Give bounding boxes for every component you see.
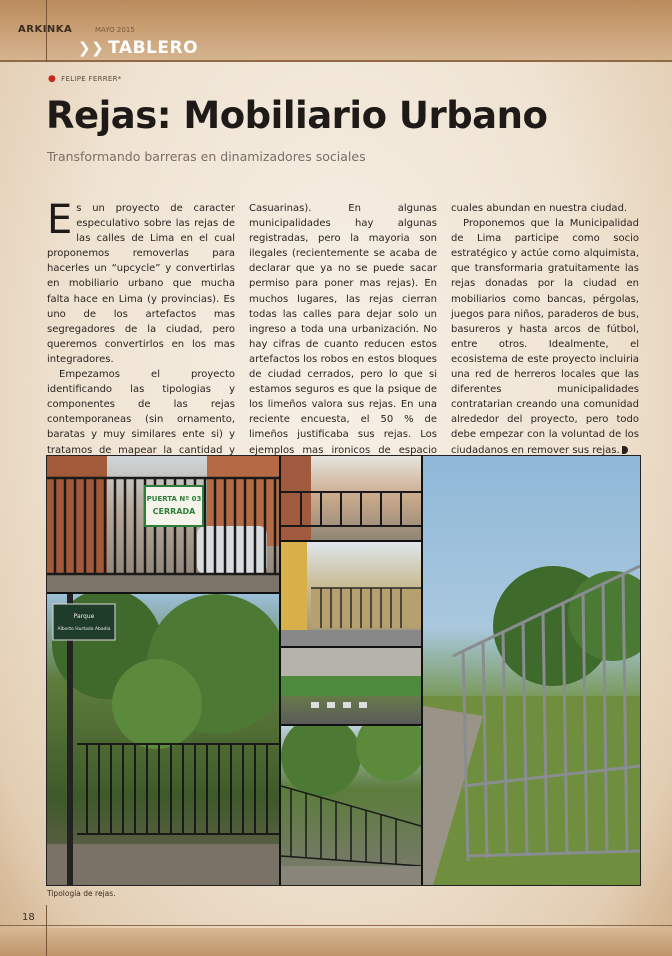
issue-label: MAYO 2015: [95, 26, 135, 34]
footer-band: [0, 928, 672, 956]
park-gate-illustration: [47, 594, 279, 885]
author-byline: [48, 74, 122, 84]
drop-cap: E: [47, 197, 73, 243]
end-mark-icon: [622, 446, 628, 454]
double-chevron-icon: ❯❯: [78, 39, 105, 57]
column-2: [249, 201, 437, 488]
photo-sidewalk-fence: [281, 726, 421, 885]
bullet-icon: ●: [48, 74, 57, 84]
column-1: [47, 197, 235, 488]
header-rule: [0, 60, 672, 62]
photo-park-gate: [47, 594, 279, 885]
paragraph: [47, 197, 235, 367]
footer-vertical-rule: [46, 905, 47, 956]
crosswalk-illustration: [281, 648, 421, 724]
park-sign-text-1: Parque: [73, 613, 95, 620]
column-3: [451, 201, 639, 458]
paragraph: Empezamos el proyecto identificando las tipologias y componentes de las rejas contemporaneas (sin ornamento, baratas y muy similares ente si) y tratamos de mapear la cantidad y: [47, 369, 235, 456]
photo-gate-closed: [47, 456, 279, 592]
paragraph: cuales abundan en nuestra ciudad.: [451, 203, 628, 214]
paragraph: Casuarinas). En algunas municipalidades hay algunas registradas, pero la mayoria son ilegales (recientemente se acaba de declarar que ya no se puede sacar permiso para poner mas rejas). En muchos lugares, las rejas cierran todas las calles para dejar solo un ingreso a toda una urbanización. No hay cifras de cuanto reducen estos artefactos los robos en estos bloques de ciudad cerrados, pero lo que si estamos seguros es que la psique de los limeños valora sus rejas. En una reciente encuesta, el 50 % de limeños justificaba sus rejas. Los ejemplos mas ironicos de espacio: [249, 203, 437, 456]
article-title: Rejas: Mobiliario Urbano: [46, 94, 548, 137]
paragraph-text: Proponemos que la Municipalidad de Lima participe como socio estratégico y actúe como alquimista, que transformaria gratuitamente las rejas donadas por la ciudad en mobiliarios como bancas, pérgolas, juegos para niños, paraderos de bus, basureros y hasta arcos de fútbol, entre otros. Idealmente, el ecosistema de este proyecto incluiria una red de herreros locales que las diferentes municipalidades contratarian creando una comunidad alrededor del proyecto, pero todo debe empezar con la voluntad de los ciudadanos en remover sus rejas.: [451, 218, 639, 456]
figure-caption: Tipología de rejas.: [47, 889, 116, 898]
section-label-text: TABLERO: [108, 38, 199, 58]
section-label: [78, 38, 198, 58]
closed-sign-text-2: CERRADA: [152, 507, 196, 516]
park-sign-text-2: Alberto Hurtado Abadia: [57, 627, 111, 632]
gate-closed-illustration: [47, 456, 279, 592]
photo-park-fence-perspective: [423, 456, 640, 885]
footer-rule: [0, 925, 672, 926]
author-name: FELIPE FERRER*: [61, 75, 122, 83]
page-number: 18: [22, 912, 35, 923]
closed-sign-text-1: PUERTA Nº 03: [146, 495, 202, 503]
photo-fence-building: [281, 542, 421, 646]
photo-collage: [46, 455, 641, 886]
article-subtitle: Transformando barreras en dinamizadores sociales: [47, 149, 366, 164]
fence-building-illustration: [281, 542, 421, 646]
paragraph: [451, 216, 639, 458]
magazine-name: ARKINKA: [18, 24, 73, 35]
sidewalk-fence-illustration: [281, 726, 421, 885]
photo-street-fence: [281, 456, 421, 540]
park-fence-illustration: [423, 456, 640, 885]
photo-crosswalk: [281, 648, 421, 724]
street-fence-illustration: [281, 456, 421, 540]
paragraph-text: s un proyecto de caracter especulativo sobre las rejas de las calles de Lima en el cual proponemos removerlas para hacerles un “upcycle” y convertirlas en mobiliario urbano que mucha falta hace en Lima (y provincias). Es uno de los artefactos mas segregadores de la ciudad, pero queremos convertirlos en los mas integradores.: [47, 203, 235, 365]
